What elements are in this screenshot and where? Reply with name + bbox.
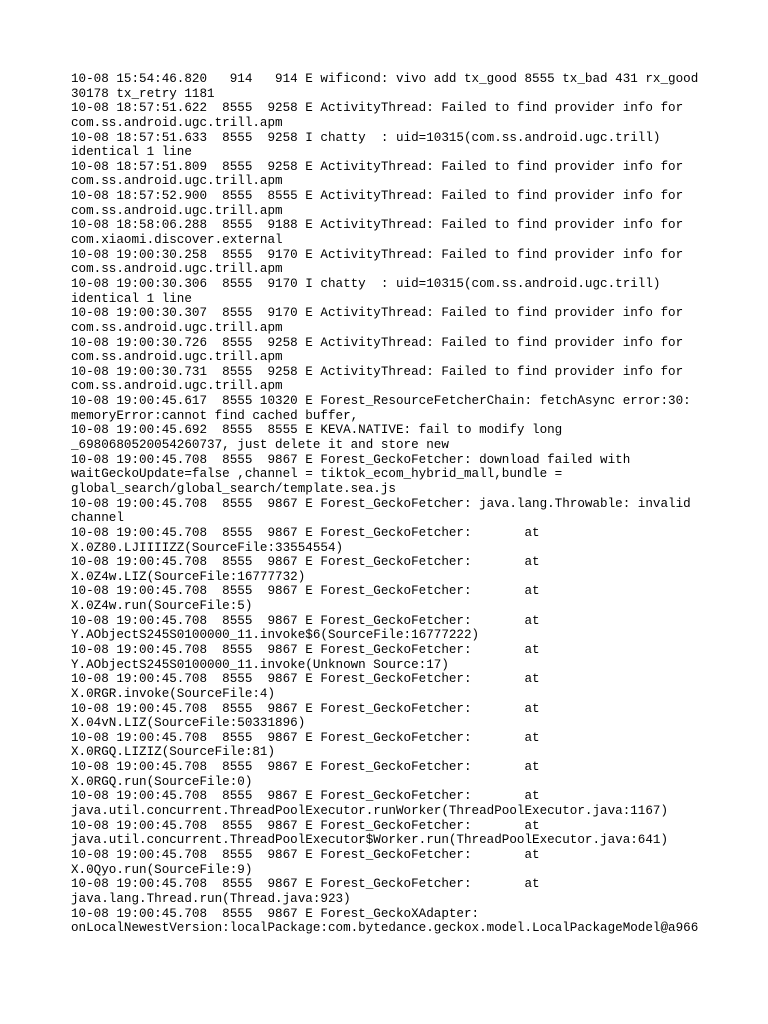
log-line: X.0Qyo.run(SourceFile:9) [71,862,253,877]
log-line: 10-08 19:00:45.708 8555 9867 E Forest_GeckoFetcher: at [71,525,540,540]
log-line: onLocalNewestVersion:localPackage:com.bytedance.geckox.model.LocalPackageModel@a966 [71,921,699,936]
log-line: 10-08 19:00:45.708 8555 9867 E Forest_GeckoFetcher: at [71,847,540,862]
log-line: 10-08 19:00:30.258 8555 9170 E ActivityThread: Failed to find provider info for [71,247,684,262]
log-line: 10-08 19:00:45.617 8555 10320 E Forest_ResourceFetcherChain: fetchAsync error:30: [71,394,691,409]
log-line: 10-08 19:00:45.708 8555 9867 E Forest_GeckoFetcher: download failed with [71,452,631,467]
log-line: 10-08 19:00:30.307 8555 9170 E ActivityThread: Failed to find provider info for [71,306,684,321]
log-line: com.ss.android.ugc.trill.apm [71,203,283,218]
log-line: _6980680520054260737, just delete it and store new [71,438,449,453]
log-line: java.lang.Thread.run(Thread.java:923) [71,891,351,906]
log-line: 10-08 18:57:52.900 8555 8555 E ActivityThread: Failed to find provider info for [71,189,684,204]
log-line: 10-08 18:58:06.288 8555 9188 E ActivityThread: Failed to find provider info for [71,218,684,233]
log-line: java.util.concurrent.ThreadPoolExecutor$Worker.run(ThreadPoolExecutor.java:641) [71,833,669,848]
log-line: 10-08 19:00:30.306 8555 9170 I chatty : uid=10315(com.ss.android.ugc.trill) [71,276,661,291]
log-line: X.04vN.LIZ(SourceFile:50331896) [71,716,306,731]
log-line: com.ss.android.ugc.trill.apm [71,320,283,335]
log-text-block [71,72,711,936]
log-line: 10-08 19:00:45.708 8555 9867 E Forest_GeckoXAdapter: [71,906,480,921]
log-line: 10-08 19:00:30.731 8555 9258 E ActivityThread: Failed to find provider info for [71,364,684,379]
log-line: 10-08 19:00:45.708 8555 9867 E Forest_GeckoFetcher: at [71,642,540,657]
log-line: memoryError:cannot find cached buffer, [71,408,359,423]
log-line: 10-08 19:00:45.708 8555 9867 E Forest_GeckoFetcher: at [71,672,540,687]
log-line: com.xiaomi.discover.external [71,233,283,248]
log-line: com.ss.android.ugc.trill.apm [71,262,283,277]
log-line: 10-08 19:00:45.708 8555 9867 E Forest_GeckoFetcher: at [71,730,540,745]
log-line: Y.AObjectS245S0100000_11.invoke$6(SourceFile:16777222) [71,628,480,643]
log-line: 30178 tx_retry 1181 [71,86,215,101]
log-line: X.0RGR.invoke(SourceFile:4) [71,686,276,701]
log-line: channel [71,511,124,526]
log-line: X.0RGQ.LIZIZ(SourceFile:81) [71,745,276,760]
log-line: com.ss.android.ugc.trill.apm [71,350,283,365]
log-line: 10-08 19:00:45.708 8555 9867 E Forest_GeckoFetcher: at [71,613,540,628]
log-line: Y.AObjectS245S0100000_11.invoke(Unknown Source:17) [71,657,449,672]
log-line: 10-08 19:00:45.708 8555 9867 E Forest_GeckoFetcher: java.lang.Throwable: invalid [71,496,691,511]
log-line: 10-08 19:00:45.708 8555 9867 E Forest_GeckoFetcher: at [71,701,540,716]
log-line: X.0Z80.LJIIIIZZ(SourceFile:33554554) [71,540,344,555]
log-line: 10-08 19:00:45.708 8555 9867 E Forest_GeckoFetcher: at [71,789,540,804]
log-line: 10-08 19:00:45.692 8555 8555 E KEVA.NATIVE: fail to modify long [71,423,563,438]
log-line: 10-08 19:00:30.726 8555 9258 E ActivityThread: Failed to find provider info for [71,335,684,350]
log-line: identical 1 line [71,145,192,160]
log-line: X.0Z4w.LIZ(SourceFile:16777732) [71,569,306,584]
log-line: 10-08 15:54:46.820 914 914 E wificond: vivo add tx_good 8555 tx_bad 431 rx_good [71,72,699,86]
log-line: java.util.concurrent.ThreadPoolExecutor.runWorker(ThreadPoolExecutor.java:1167) [71,804,669,819]
log-line: X.0Z4w.run(SourceFile:5) [71,599,253,614]
log-line: 10-08 18:57:51.633 8555 9258 I chatty : uid=10315(com.ss.android.ugc.trill) [71,130,661,145]
log-line: global_search/global_search/template.sea.js [71,481,396,496]
log-line: com.ss.android.ugc.trill.apm [71,115,283,130]
log-line: 10-08 19:00:45.708 8555 9867 E Forest_GeckoFetcher: at [71,877,540,892]
log-line: 10-08 19:00:45.708 8555 9867 E Forest_GeckoFetcher: at [71,760,540,775]
log-line: com.ss.android.ugc.trill.apm [71,174,283,189]
log-line: 10-08 19:00:45.708 8555 9867 E Forest_GeckoFetcher: at [71,555,540,570]
log-line: identical 1 line [71,291,192,306]
log-line: 10-08 18:57:51.809 8555 9258 E ActivityThread: Failed to find provider info for [71,159,684,174]
log-line: waitGeckoUpdate=false ,channel = tiktok_ecom_hybrid_mall,bundle = [71,467,563,482]
log-line: 10-08 19:00:45.708 8555 9867 E Forest_GeckoFetcher: at [71,584,540,599]
log-line: 10-08 19:00:45.708 8555 9867 E Forest_GeckoFetcher: at [71,818,540,833]
log-line: 10-08 18:57:51.622 8555 9258 E ActivityThread: Failed to find provider info for [71,101,684,116]
log-line: X.0RGQ.run(SourceFile:0) [71,774,253,789]
log-line: com.ss.android.ugc.trill.apm [71,379,283,394]
